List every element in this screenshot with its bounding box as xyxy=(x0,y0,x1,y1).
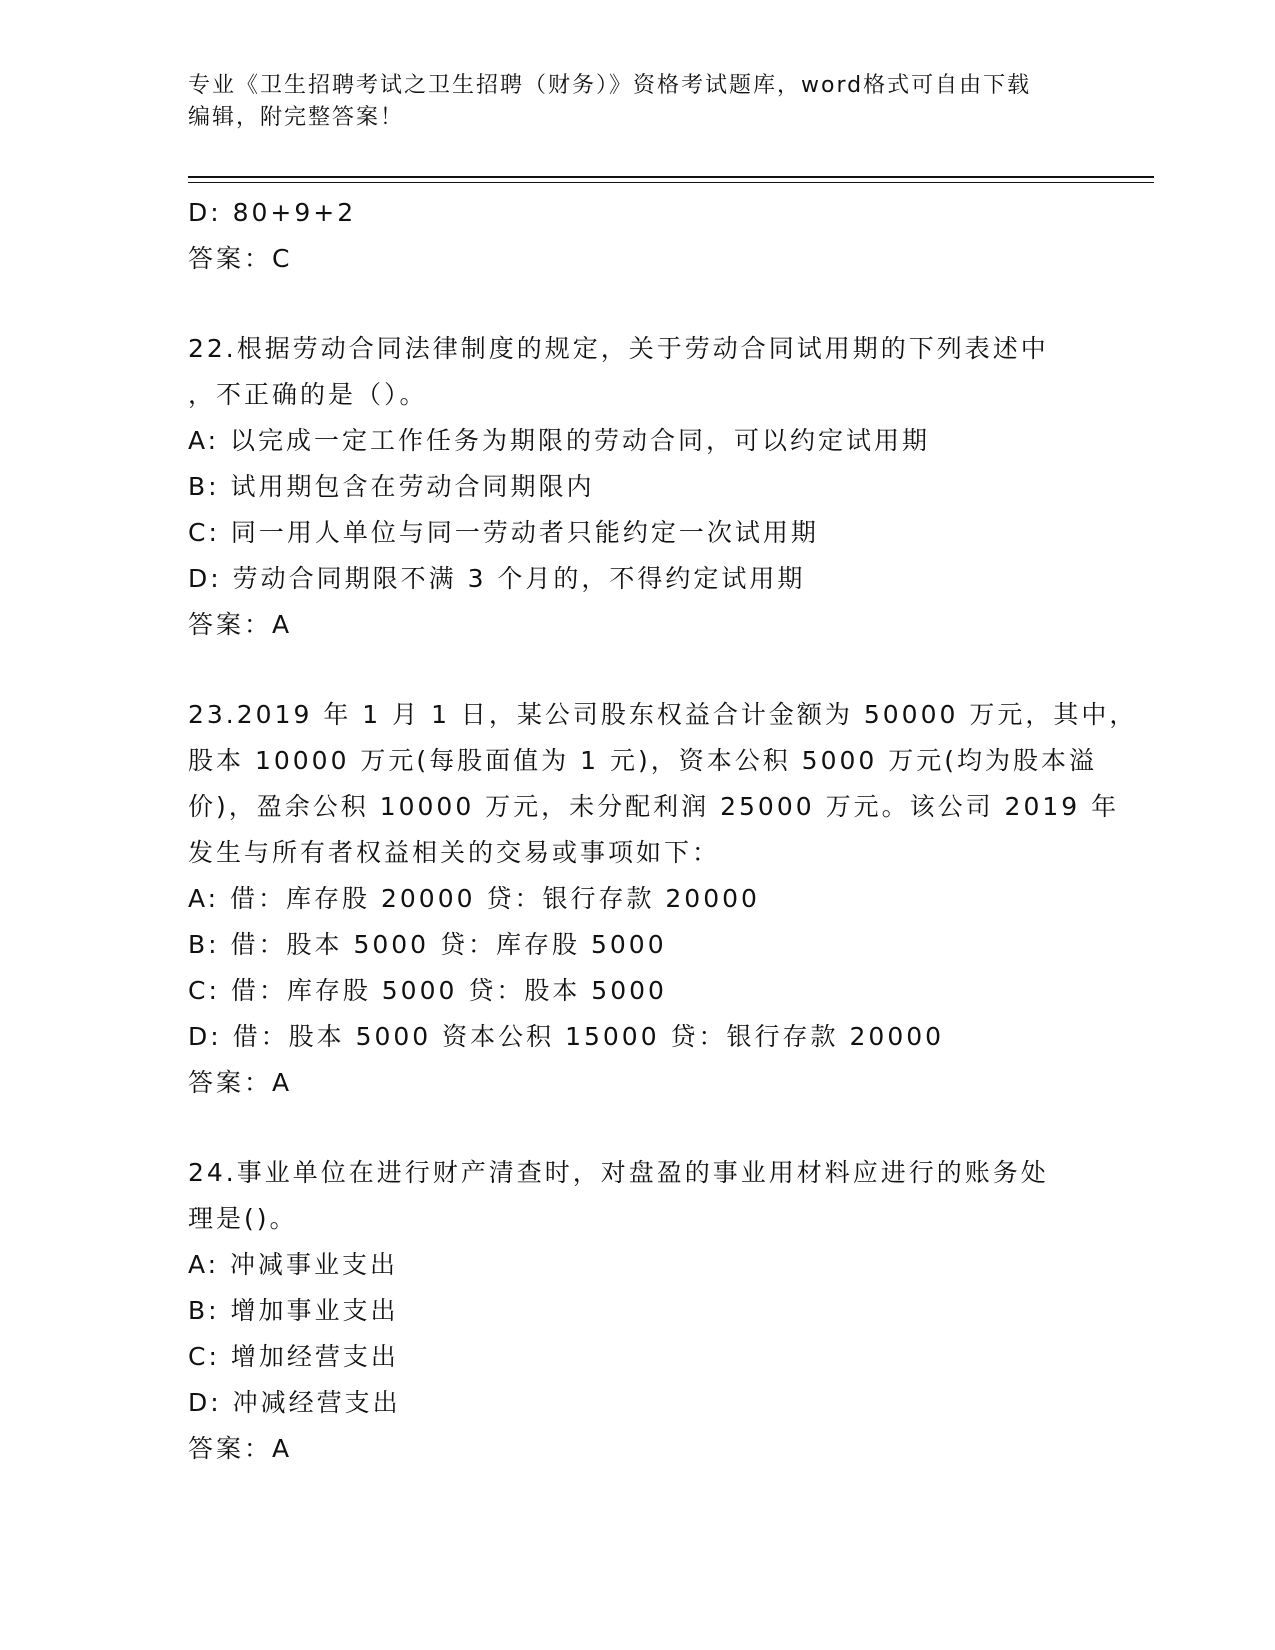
option-b: B: 增加事业支出 xyxy=(188,1296,399,1325)
option-d: D: 冲减经营支出 xyxy=(188,1388,401,1417)
document-header xyxy=(188,70,1088,134)
question-text: 23.2019 年 1 月 1 日，某公司股东权益合计金额为 50000 万元，其中， xyxy=(188,700,1138,729)
question-22 xyxy=(188,326,1088,648)
header-rule-thick xyxy=(188,176,1154,178)
spacer xyxy=(188,282,1088,326)
option-a: A: 借：库存股 20000 贷：银行存款 20000 xyxy=(188,884,760,913)
question-text: 发生与所有者权益相关的交易或事项如下： xyxy=(188,838,721,867)
question-text: 价)，盈余公积 10000 万元，未分配利润 25000 万元。该公司 2019 年 xyxy=(188,792,1120,821)
option-a: A: 以完成一定工作任务为期限的劳动合同，可以约定试用期 xyxy=(188,426,931,455)
option-d: D: 借：股本 5000 资本公积 15000 贷：银行存款 20000 xyxy=(188,1022,945,1051)
option-b: B: 试用期包含在劳动合同期限内 xyxy=(188,472,595,501)
option-b: B: 借：股本 5000 贷：库存股 5000 xyxy=(188,930,667,959)
document-body xyxy=(188,190,1138,1472)
spacer xyxy=(188,1106,1088,1150)
spacer xyxy=(188,648,1088,692)
question-text: 理是()。 xyxy=(188,1204,298,1233)
answer: 答案：A xyxy=(188,1434,293,1463)
answer: 答案：C xyxy=(188,244,293,273)
question-24 xyxy=(188,1150,1088,1472)
answer: 答案：A xyxy=(188,1068,293,1097)
question-text: 24.事业单位在进行财产清查时，对盘盈的事业用材料应进行的账务处 xyxy=(188,1158,1049,1187)
option-d: D: 劳动合同期限不满 3 个月的，不得约定试用期 xyxy=(188,564,806,593)
option-d: D: 80+9+2 xyxy=(188,198,357,227)
header-rule-thin xyxy=(188,182,1154,183)
option-a: A: 冲减事业支出 xyxy=(188,1250,399,1279)
header-line-1: 专业《卫生招聘考试之卫生招聘（财务）》资格考试题库，word格式可自由下载 xyxy=(188,73,1032,98)
question-21-tail xyxy=(188,190,1088,282)
option-c: C: 增加经营支出 xyxy=(188,1342,399,1371)
answer: 答案：A xyxy=(188,610,293,639)
question-23 xyxy=(188,692,1138,1106)
question-text: 股本 10000 万元(每股面值为 1 元)，资本公积 5000 万元(均为股本溢 xyxy=(188,746,1098,775)
header-line-2: 编辑，附完整答案！ xyxy=(188,105,405,130)
question-text: 22.根据劳动合同法律制度的规定，关于劳动合同试用期的下列表述中 xyxy=(188,334,1049,363)
option-c: C: 借：库存股 5000 贷：股本 5000 xyxy=(188,976,667,1005)
option-c: C: 同一用人单位与同一劳动者只能约定一次试用期 xyxy=(188,518,819,547)
question-text: ，不正确的是（）。 xyxy=(188,380,428,409)
